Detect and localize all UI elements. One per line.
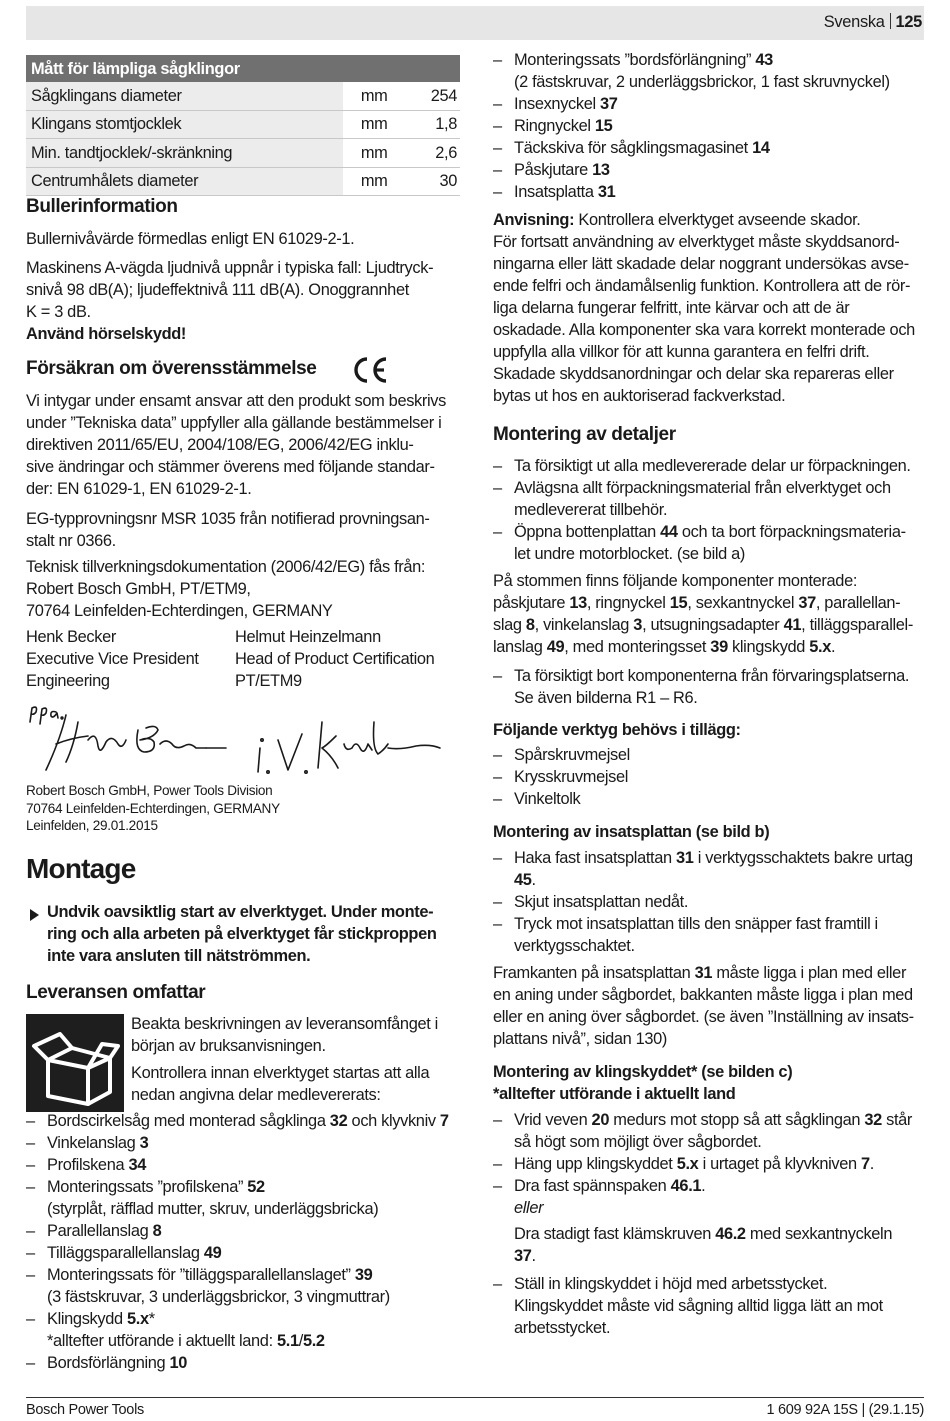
- footer-brand: Bosch Power Tools: [26, 1402, 144, 1418]
- list-item: – Ställ in klingskyddet i höjd med arbetsstycket. Klingskyddet måste vid sågning alltid ligga lätt an mot arbetsstycket.: [493, 1273, 933, 1339]
- list-item: – Haka fast insatsplattan 31 i verktygsschaktets bakre urtag 45.: [493, 847, 933, 891]
- list-item: – Insatsplatta 31: [493, 181, 925, 203]
- signer-left: [26, 626, 199, 692]
- warning-triangle-icon: [30, 905, 39, 927]
- text-line: ring och alla arbeten på elverktyget får stickproppen: [47, 925, 437, 943]
- tools-list: [493, 744, 933, 810]
- text-line: 70764 Leinfelden-Echterdingen, GERMANY: [26, 602, 333, 620]
- footer-rule: [26, 1397, 924, 1398]
- list-item: – Bordscirkelsåg med monterad sågklinga 32 och klyvkniv 7: [26, 1110, 466, 1132]
- type-exam-number: [26, 508, 466, 552]
- text-line: Undvik oavsiktlig start av elverktyget. Under monte-: [47, 903, 434, 921]
- list-item: – Tilläggsparallellanslag 49: [26, 1242, 466, 1264]
- header-separator: [890, 13, 891, 29]
- guard-heading: Montering av klingskyddet* (se bilden c) *alltefter utförande i aktuellt land: [493, 1063, 793, 1103]
- text-line: nedan angivna delar medlevererats:: [131, 1086, 381, 1104]
- text-line: oskadade. Alla komponenter ska vara korrekt monterade och: [493, 321, 915, 339]
- spec-label: Min. tandtjocklek/-skränkning: [26, 139, 343, 168]
- handwritten-signatures-icon: [26, 700, 446, 780]
- list-item: – Vinkeltolk: [493, 788, 933, 810]
- notice-label: Anvisning:: [493, 211, 575, 229]
- noise-standard-text: Bullernivåvärde förmedlas enligt EN 61029-2-1.: [26, 230, 355, 248]
- table-row: [26, 110, 460, 139]
- insert-plate-alignment: Framkanten på insatsplattan 31 måste ligga i plan med eller en aning under sågbordet, bakkanten måste ligga i plan med eller en aning över sågbordet. (se även ”Inställning av insats- plattans nivå”, sidan 130): [493, 964, 914, 1048]
- text-line: bytas ut hos en auktoriserad fackverkstad.: [493, 387, 786, 405]
- list-item: – Ringnyckel 15: [493, 115, 925, 137]
- blade-spec-table: [26, 55, 460, 196]
- spec-unit: mm: [343, 139, 426, 168]
- spec-unit: mm: [343, 110, 426, 139]
- text-line: der: EN 61029-1, EN 61029-2-1.: [26, 480, 252, 498]
- montage-heading: Montage: [26, 853, 136, 884]
- delivery-note: [131, 1013, 461, 1106]
- list-item: – Krysskruvmejsel: [493, 766, 933, 788]
- technical-documentation: [26, 556, 466, 622]
- remove-components-step: [493, 665, 933, 709]
- insert-plate-heading: Montering av insatsplattan (se bild b): [493, 823, 770, 841]
- list-item: – Ta försiktigt ut alla medlevererade delar ur förpackningen.: [493, 455, 933, 477]
- list-item: – Parallellanslag 8: [26, 1220, 466, 1242]
- table-row: [26, 167, 460, 196]
- text-line: Teknisk tillverkningsdokumentation (2006/42/EG) fås från:: [26, 558, 426, 576]
- text-line: liga delarna fungerar felfritt, inte kärvar och att de är: [493, 299, 850, 317]
- header-language: Svenska: [823, 13, 885, 31]
- spec-label: Sågklingans diameter: [26, 82, 343, 110]
- list-item: – Insexnyckel 37: [493, 93, 925, 115]
- text-line: snivå 98 dB(A); ljudeffektnivå 111 dB(A). Onoggrannhet: [26, 281, 409, 299]
- spec-value: 254: [426, 82, 460, 110]
- spec-unit: mm: [343, 167, 426, 196]
- text-line: uppfylla alla villkor för att kunna garantera en felfri drift.: [493, 343, 870, 361]
- list-item: – Monteringssats ”bordsförlängning” 43 (2 fästskruvar, 2 underläggsbrickor, 1 fast skruvnyckel): [493, 49, 925, 93]
- text-line: Vi intygar under ensamt ansvar att den produkt som beskrivs: [26, 392, 446, 410]
- signer-right: [235, 626, 434, 692]
- delivery-item-list: [26, 1110, 466, 1374]
- guard-steps: [493, 1109, 933, 1339]
- text-line: Robert Bosch GmbH, Power Tools Division: [26, 783, 273, 798]
- text-line: ningarna eller lätt skadade delar noggrant undersökas avse-: [493, 255, 909, 273]
- footer-doc-id: 1 609 92A 15S | (29.1.15): [766, 1402, 924, 1418]
- inspection-notice: Anvisning: Kontrollera elverktyget avseende skador. För fortsatt användning av elverktyget måste skyddsanord- ningarna eller lätt skadade delar noggrant undersökas avse- ende felfri och ändamålsenlig funktion. Kontrollera att de rör- liga delarna fungerar felfritt, inte kärvar och att de är oskadade. Alla komponenter ska vara korrekt monterade och uppfylla alla villkor för att kunna garantera en felfri drift. Skadade skyddsanordningar och delar ska repareras eller bytas ut hos en auktoriserad fackverkstad.: [493, 209, 933, 407]
- preinstalled-components: På stommen finns följande komponenter monterade: påskjutare 13, ringnyckel 15, sexkantnyckel 37, parallellan- slag 8, vinkelanslag 3, utsugningsadapter 41, tilläggsparallel- lanslag 49, med monteringsset 39 klingskydd 5.x.: [493, 572, 913, 656]
- list-item: – Dra fast spännspaken 46.1. eller Dra stadigt fast klämskruven 46.2 med sexkantnyckeln 37.: [493, 1175, 933, 1267]
- noise-levels-paragraph: [26, 257, 466, 345]
- list-item: – Täckskiva för sågklingsmagasinet 14: [493, 137, 925, 159]
- noise-heading: Bullerinformation: [26, 196, 178, 217]
- conformity-heading: Försäkran om överensstämmelse: [26, 358, 317, 379]
- spec-value: 1,8: [426, 110, 460, 139]
- text-line: 70764 Leinfelden-Echterdingen, GERMANY: [26, 800, 280, 816]
- list-item: – Skjut insatsplattan nedåt.: [493, 891, 933, 913]
- mounting-parts-steps: [493, 455, 933, 565]
- table-row: [26, 82, 460, 110]
- conformity-statement: [26, 390, 466, 500]
- list-item: – Klingskydd 5.x* *alltefter utförande i aktuellt land: 5.1/5.2: [26, 1308, 466, 1352]
- signer-title: Executive Vice President: [26, 650, 199, 668]
- table-row: [26, 139, 460, 168]
- page-number: 125: [895, 13, 922, 31]
- text-line: ende felfri och ändamålsenlig funktion. Kontrollera att de rör-: [493, 277, 911, 295]
- page-header: [824, 11, 922, 33]
- spec-label: Klingans stomtjocklek: [26, 110, 343, 139]
- delivery-heading: Leveransen omfattar: [26, 982, 206, 1003]
- spec-label: Centrumhålets diameter: [26, 167, 343, 196]
- open-box-icon: [26, 1014, 124, 1112]
- list-item: – Ta försiktigt bort komponenterna från förvaringsplatserna. Se även bilderna R1 – R6.: [493, 665, 933, 709]
- text-line: inte vara ansluten till nätströmmen.: [47, 947, 311, 965]
- list-item: – Monteringssats ”profilskena” 52 (styrplåt, räfflad mutter, skruv, underläggsbricka): [26, 1176, 466, 1220]
- list-item: – Bordsförlängning 10: [26, 1352, 466, 1374]
- signer-name: Helmut Heinzelmann: [235, 628, 381, 646]
- text-line: Beakta beskrivningen av leveransomfånget i: [131, 1015, 438, 1033]
- text-line: direktiven 2011/65/EU, 2004/108/EG, 2006/42/EG inklu-: [26, 436, 414, 454]
- list-item: – Häng upp klingskyddet 5.x i urtaget på klyvkniven 7.: [493, 1153, 933, 1175]
- mounting-parts-heading: Montering av detaljer: [493, 424, 676, 445]
- list-item: – Öppna bottenplattan 44 och ta bort förpackningsmateria- let undre motorblocket. (se bild a): [493, 521, 933, 565]
- delivery-item-list-continued: [493, 49, 925, 203]
- signer-title: Head of Product Certification: [235, 650, 435, 668]
- list-item: – Påskjutare 13: [493, 159, 925, 181]
- spec-table-title: Mått för lämpliga sågklingor: [26, 55, 460, 82]
- text-line: Leinfelden, 29.01.2015: [26, 818, 158, 833]
- hearing-protection-warning: Använd hörselskydd!: [26, 325, 187, 343]
- list-item: – Tryck mot insatsplattan tills den snäpper fast framtill i verktygsschaktet.: [493, 913, 933, 957]
- list-item: – Profilskena 34: [26, 1154, 466, 1176]
- tools-heading: Följande verktyg behövs i tillägg:: [493, 721, 741, 739]
- list-item: – Vinkelanslag 3: [26, 1132, 466, 1154]
- montage-warning: [47, 901, 467, 967]
- text-line: stalt nr 0366.: [26, 532, 116, 550]
- header-bar: [26, 6, 924, 40]
- insert-plate-steps: [493, 847, 933, 957]
- text-line: sive ändringar och stämmer överens med följande standar-: [26, 458, 435, 476]
- text-line: EG-typprovningsnr MSR 1035 från notifierad provningsan-: [26, 510, 430, 528]
- ce-mark-icon: [350, 355, 390, 385]
- text-line: Skadade skyddsanordningar och delar ska repareras eller: [493, 365, 894, 383]
- list-item: – Spårskruvmejsel: [493, 744, 933, 766]
- spec-unit: mm: [343, 82, 426, 110]
- list-item: – Vrid veven 20 medurs mot stopp så att sågklingan 32 står så högt som möjligt över sågbordet.: [493, 1109, 933, 1153]
- text-line: Maskinens A-vägda ljudnivå uppnår i typiska fall: Ljudtryck-: [26, 259, 434, 277]
- spec-value: 30: [426, 167, 460, 196]
- signer-name: Henk Becker: [26, 628, 116, 646]
- text-line: K = 3 dB.: [26, 303, 91, 321]
- text-line: Robert Bosch GmbH, PT/ETM9,: [26, 580, 251, 598]
- signer-title: PT/ETM9: [235, 672, 302, 690]
- signer-title: Engineering: [26, 672, 110, 690]
- spec-value: 2,6: [426, 139, 460, 168]
- list-item: – Monteringssats för ”tilläggsparallellanslaget” 39 (3 fästskruvar, 3 underläggsbrickor, 3 vingmuttrar): [26, 1264, 466, 1308]
- text-line: början av bruksanvisningen.: [131, 1037, 326, 1055]
- text-line: För fortsatt användning av elverktyget måste skyddsanord-: [493, 233, 900, 251]
- company-address: [26, 782, 280, 835]
- text-line: under ”Tekniska data” uppfyller alla gällande bestämmelser i: [26, 414, 442, 432]
- list-item: – Avlägsna allt förpackningsmaterial från elverktyget och medlevererat tillbehör.: [493, 477, 933, 521]
- text-line: Kontrollera innan elverktyget startas att alla: [131, 1064, 430, 1082]
